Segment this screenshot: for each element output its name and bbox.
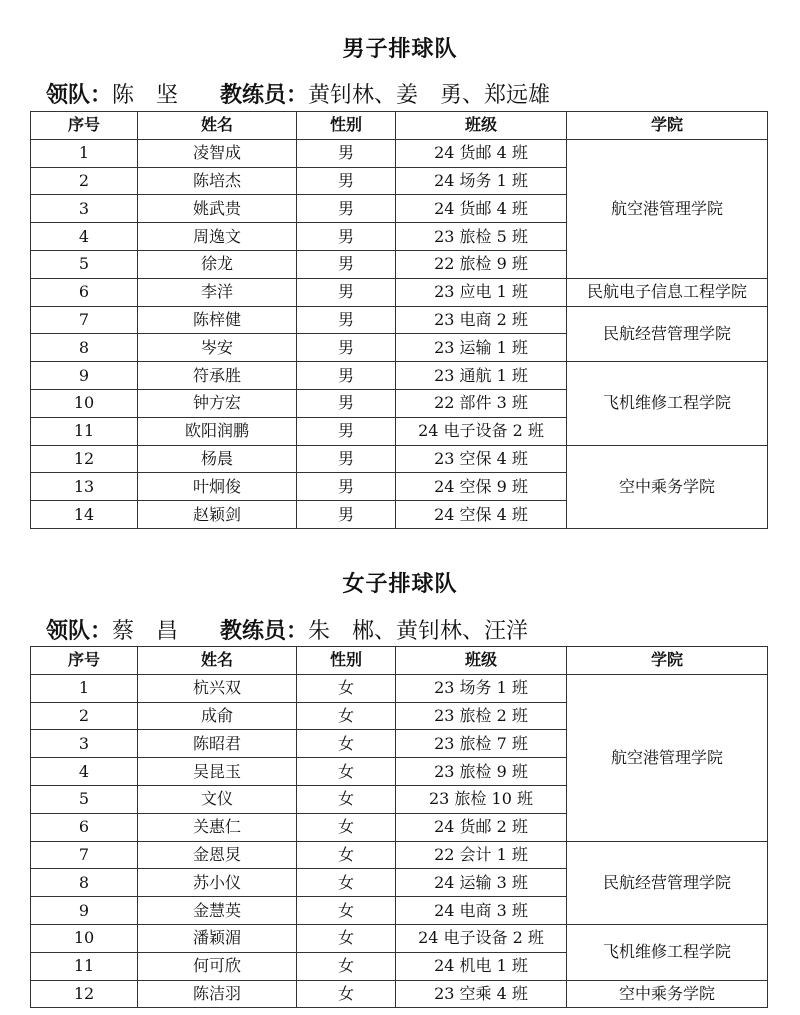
cell-index: 9 [31, 897, 138, 925]
women-leader-name: 蔡 昌 [112, 619, 179, 644]
cell-name: 金慧英 [138, 897, 297, 925]
cell-index: 11 [31, 952, 138, 980]
cell-name: 符承胜 [138, 362, 297, 390]
header-gender: 性别 [297, 112, 396, 140]
women-coach-label: 教练员： [220, 618, 309, 644]
cell-gender: 男 [297, 306, 396, 334]
cell-index: 7 [31, 306, 138, 334]
cell-gender: 男 [297, 223, 396, 251]
cell-gender: 男 [297, 250, 396, 278]
cell-name: 金恩炅 [138, 841, 297, 869]
cell-class: 22 部件 3 班 [396, 389, 567, 417]
header-name: 姓名 [138, 647, 297, 675]
cell-name: 姚武贵 [138, 195, 297, 223]
cell-gender: 男 [297, 417, 396, 445]
cell-class: 23 运输 1 班 [396, 334, 567, 362]
cell-class: 23 空保 4 班 [396, 445, 567, 473]
cell-gender: 男 [297, 139, 396, 167]
cell-name: 赵颖剑 [138, 501, 297, 529]
table-row [31, 674, 768, 702]
cell-college: 航空港管理学院 [567, 139, 768, 278]
header-class: 班级 [396, 647, 567, 675]
cell-name: 关惠仁 [138, 813, 297, 841]
cell-index: 7 [31, 841, 138, 869]
cell-gender: 女 [297, 758, 396, 786]
cell-college: 民航经营管理学院 [567, 841, 768, 924]
men-leader-name: 陈 坚 [112, 83, 179, 108]
men-coach-names: 黄钊林、姜 勇、郑远雄 [308, 83, 551, 108]
cell-gender: 男 [297, 334, 396, 362]
header-college: 学院 [567, 112, 768, 140]
cell-index: 12 [31, 980, 138, 1008]
cell-class: 23 旅检 5 班 [396, 223, 567, 251]
cell-index: 3 [31, 195, 138, 223]
cell-gender: 男 [297, 195, 396, 223]
women-team-title: 女子排球队 [342, 571, 458, 597]
cell-name: 陈梓健 [138, 306, 297, 334]
cell-index: 6 [31, 278, 138, 306]
header-college: 学院 [567, 647, 768, 675]
cell-gender: 女 [297, 924, 396, 952]
cell-class: 23 旅检 9 班 [396, 758, 567, 786]
cell-gender: 女 [297, 869, 396, 897]
cell-name: 凌智成 [138, 139, 297, 167]
cell-name: 杨晨 [138, 445, 297, 473]
cell-gender: 男 [297, 362, 396, 390]
men-coach-label: 教练员： [220, 82, 309, 108]
cell-name: 陈昭君 [138, 730, 297, 758]
women-leader-label: 领队： [46, 618, 113, 644]
table-row [31, 278, 768, 306]
cell-college: 航空港管理学院 [567, 674, 768, 841]
cell-gender: 男 [297, 501, 396, 529]
cell-index: 1 [31, 674, 138, 702]
header-row [31, 112, 768, 140]
cell-index: 14 [31, 501, 138, 529]
cell-gender: 男 [297, 389, 396, 417]
cell-gender: 女 [297, 952, 396, 980]
cell-class: 23 旅检 7 班 [396, 730, 567, 758]
cell-class: 22 会计 1 班 [396, 841, 567, 869]
table-row [31, 445, 768, 473]
cell-name: 何可欣 [138, 952, 297, 980]
table-row [31, 306, 768, 334]
cell-gender: 男 [297, 278, 396, 306]
cell-index: 12 [31, 445, 138, 473]
cell-name: 苏小仪 [138, 869, 297, 897]
cell-gender: 女 [297, 730, 396, 758]
cell-class: 23 场务 1 班 [396, 674, 567, 702]
women-coach-names: 朱 郴、黄钊林、汪洋 [308, 619, 529, 644]
cell-class: 23 电商 2 班 [396, 306, 567, 334]
cell-class: 24 电子设备 2 班 [396, 417, 567, 445]
cell-index: 11 [31, 417, 138, 445]
header-index: 序号 [31, 112, 138, 140]
cell-name: 叶炯俊 [138, 473, 297, 501]
women-staff-line [46, 614, 528, 645]
cell-name: 陈洁羽 [138, 980, 297, 1008]
cell-gender: 女 [297, 813, 396, 841]
cell-college: 空中乘务学院 [567, 445, 768, 528]
cell-index: 4 [31, 758, 138, 786]
men-staff-line [46, 78, 550, 109]
table-row [31, 980, 768, 1008]
cell-name: 徐龙 [138, 250, 297, 278]
header-name: 姓名 [138, 112, 297, 140]
cell-index: 2 [31, 702, 138, 730]
men-leader-label: 领队： [46, 82, 113, 108]
cell-class: 24 电商 3 班 [396, 897, 567, 925]
cell-gender: 女 [297, 674, 396, 702]
cell-gender: 男 [297, 167, 396, 195]
header-row [31, 647, 768, 675]
cell-index: 8 [31, 334, 138, 362]
cell-index: 8 [31, 869, 138, 897]
cell-college: 空中乘务学院 [567, 980, 768, 1008]
cell-index: 13 [31, 473, 138, 501]
cell-index: 10 [31, 389, 138, 417]
table-row [31, 924, 768, 952]
cell-index: 1 [31, 139, 138, 167]
cell-name: 岑安 [138, 334, 297, 362]
cell-class: 23 应电 1 班 [396, 278, 567, 306]
header-gender: 性别 [297, 647, 396, 675]
cell-index: 5 [31, 785, 138, 813]
cell-index: 9 [31, 362, 138, 390]
cell-name: 成俞 [138, 702, 297, 730]
table-row [31, 139, 768, 167]
cell-gender: 男 [297, 445, 396, 473]
cell-name: 钟方宏 [138, 389, 297, 417]
header-class: 班级 [396, 112, 567, 140]
cell-class: 24 空保 4 班 [396, 501, 567, 529]
cell-index: 4 [31, 223, 138, 251]
women-roster-table [30, 646, 768, 1008]
cell-college: 飞机维修工程学院 [567, 924, 768, 980]
cell-class: 24 机电 1 班 [396, 952, 567, 980]
cell-name: 杭兴双 [138, 674, 297, 702]
cell-college: 民航经营管理学院 [567, 306, 768, 362]
cell-name: 文仪 [138, 785, 297, 813]
cell-name: 潘颖湄 [138, 924, 297, 952]
cell-class: 24 货邮 4 班 [396, 139, 567, 167]
men-roster-table [30, 111, 768, 529]
cell-gender: 女 [297, 702, 396, 730]
cell-class: 23 旅检 10 班 [396, 785, 567, 813]
cell-class: 22 旅检 9 班 [396, 250, 567, 278]
cell-name: 周逸文 [138, 223, 297, 251]
cell-index: 3 [31, 730, 138, 758]
cell-gender: 女 [297, 841, 396, 869]
cell-name: 欧阳润鹏 [138, 417, 297, 445]
cell-class: 24 运输 3 班 [396, 869, 567, 897]
cell-class: 23 通航 1 班 [396, 362, 567, 390]
cell-college: 民航电子信息工程学院 [567, 278, 768, 306]
cell-name: 李洋 [138, 278, 297, 306]
cell-name: 陈培杰 [138, 167, 297, 195]
cell-class: 24 电子设备 2 班 [396, 924, 567, 952]
cell-gender: 女 [297, 980, 396, 1008]
cell-index: 2 [31, 167, 138, 195]
cell-gender: 男 [297, 473, 396, 501]
cell-index: 6 [31, 813, 138, 841]
cell-gender: 女 [297, 897, 396, 925]
cell-index: 10 [31, 924, 138, 952]
cell-class: 23 空乘 4 班 [396, 980, 567, 1008]
men-team-title: 男子排球队 [342, 36, 458, 62]
header-index: 序号 [31, 647, 138, 675]
cell-class: 24 货邮 4 班 [396, 195, 567, 223]
cell-class: 24 货邮 2 班 [396, 813, 567, 841]
cell-class: 24 空保 9 班 [396, 473, 567, 501]
cell-gender: 女 [297, 785, 396, 813]
table-row [31, 362, 768, 390]
cell-class: 23 旅检 2 班 [396, 702, 567, 730]
cell-name: 吴昆玉 [138, 758, 297, 786]
cell-class: 24 场务 1 班 [396, 167, 567, 195]
cell-college: 飞机维修工程学院 [567, 362, 768, 445]
table-row [31, 841, 768, 869]
cell-index: 5 [31, 250, 138, 278]
